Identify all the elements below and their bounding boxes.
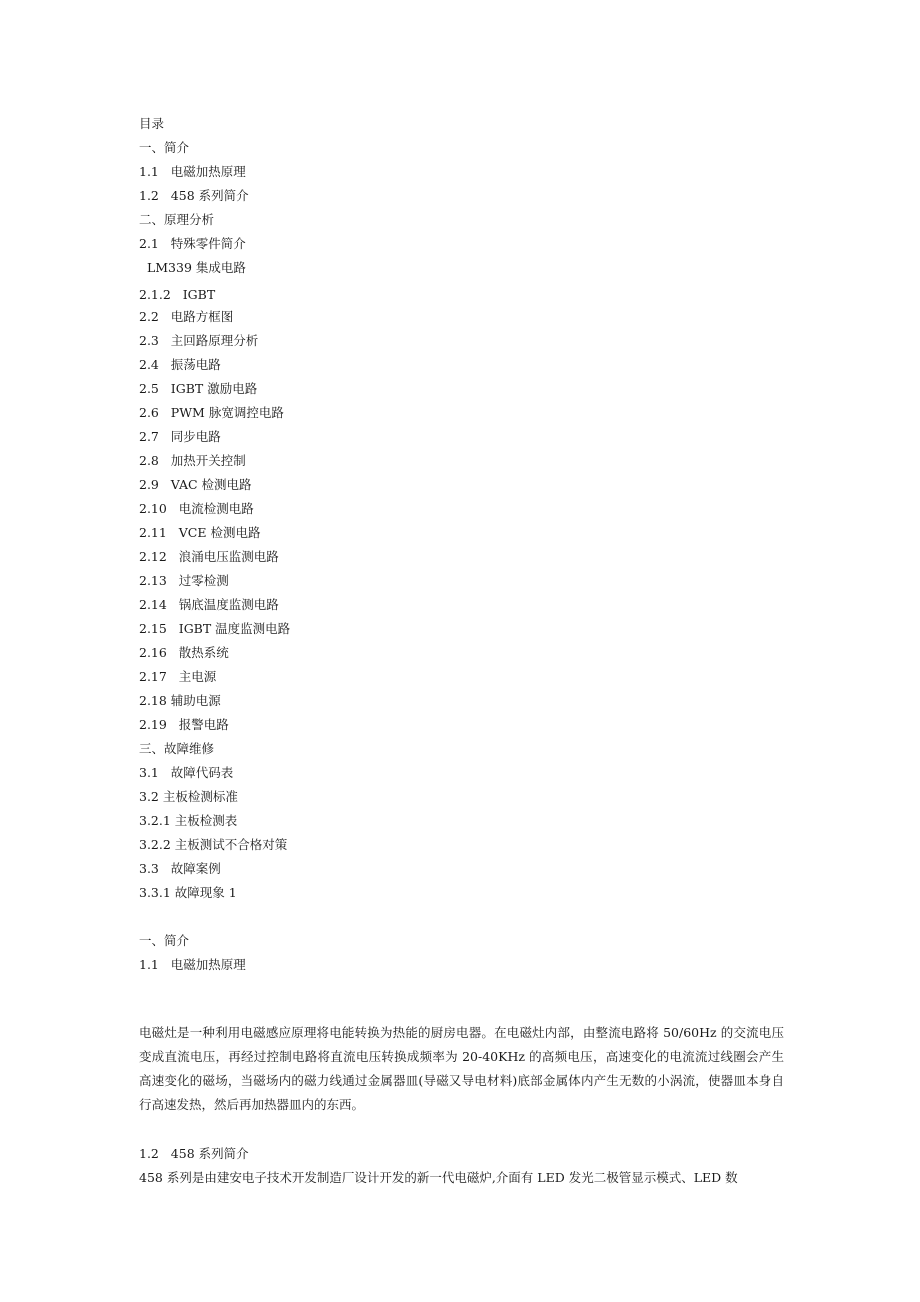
toc-item: 2.3 主回路原理分析 — [139, 333, 259, 348]
toc-item: 2.12 浪涌电压监测电路 — [139, 549, 279, 564]
toc-item: LM339 集成电路 — [139, 260, 246, 275]
toc-item: 2.2 电路方框图 — [139, 309, 234, 324]
toc-item: 2.8 加热开关控制 — [139, 453, 246, 468]
paragraph-series: 458 系列是由建安电子技术开发制造厂设计开发的新一代电磁炉,介面有 LED 发光二极管显示模式、LED 数 — [139, 1170, 738, 1185]
subsection-heading: 1.1 电磁加热原理 — [139, 957, 246, 972]
toc-item: 2.11 VCE 检测电路 — [139, 525, 261, 540]
toc-item: 1.1 电磁加热原理 — [139, 164, 246, 179]
toc-item: 3.2.2 主板测试不合格对策 — [139, 837, 288, 852]
toc-item: 2.5 IGBT 激励电路 — [139, 381, 258, 396]
toc-item: 2.18 辅助电源 — [139, 693, 221, 708]
toc-item: 2.9 VAC 检测电路 — [139, 477, 252, 492]
toc-item: 2.15 IGBT 温度监测电路 — [139, 621, 291, 636]
toc-item: 2.6 PWM 脉宽调控电路 — [139, 405, 284, 420]
toc-item: 3.1 故障代码表 — [139, 765, 234, 780]
toc-item: 3.3.1 故障现象 1 — [139, 885, 237, 900]
toc-item: 2.4 振荡电路 — [139, 357, 221, 372]
subsection-heading: 1.2 458 系列简介 — [139, 1146, 249, 1161]
toc-item: 3.2 主板检测标准 — [139, 789, 238, 804]
toc-item: 2.19 报警电路 — [139, 717, 229, 732]
paragraph-principle: 电磁灶是一种利用电磁感应原理将电能转换为热能的厨房电器。在电磁灶内部，由整流电路将 50/60Hz 的交流电压变成直流电压，再经过控制电路将直流电压转换成频率为 20-40KHz 的高频电压，高速变化的电流流过线圈会产生高速变化的磁场，当磁场内的磁力线通过金属器皿(导磁又导电材料)底部金属体内产生无数的小涡流，使器皿本身自行高速发热，然后再加热器皿内的东西。 — [139, 1025, 784, 1112]
toc-item: 1.2 458 系列简介 — [139, 188, 249, 203]
toc-item: 三、故障维修 — [139, 741, 215, 756]
toc-item: 2.10 电流检测电路 — [139, 501, 254, 516]
toc-item: 2.1 特殊零件简介 — [139, 236, 246, 251]
toc-item: 2.17 主电源 — [139, 669, 217, 684]
toc-item: 2.14 锅底温度监测电路 — [139, 597, 279, 612]
toc-item: 一、简介 — [139, 140, 190, 155]
toc-item: 3.2.1 主板检测表 — [139, 813, 238, 828]
toc-item: 2.7 同步电路 — [139, 429, 221, 444]
toc-heading: 目录 — [139, 116, 165, 131]
toc-item: 二、原理分析 — [139, 212, 215, 227]
toc-item: 2.16 散热系统 — [139, 645, 229, 660]
toc-item: 3.3 故障案例 — [139, 861, 221, 876]
toc-item: 2.1.2 IGBT — [139, 287, 216, 302]
toc-item: 2.13 过零检测 — [139, 573, 229, 588]
section-heading: 一、简介 — [139, 933, 190, 948]
